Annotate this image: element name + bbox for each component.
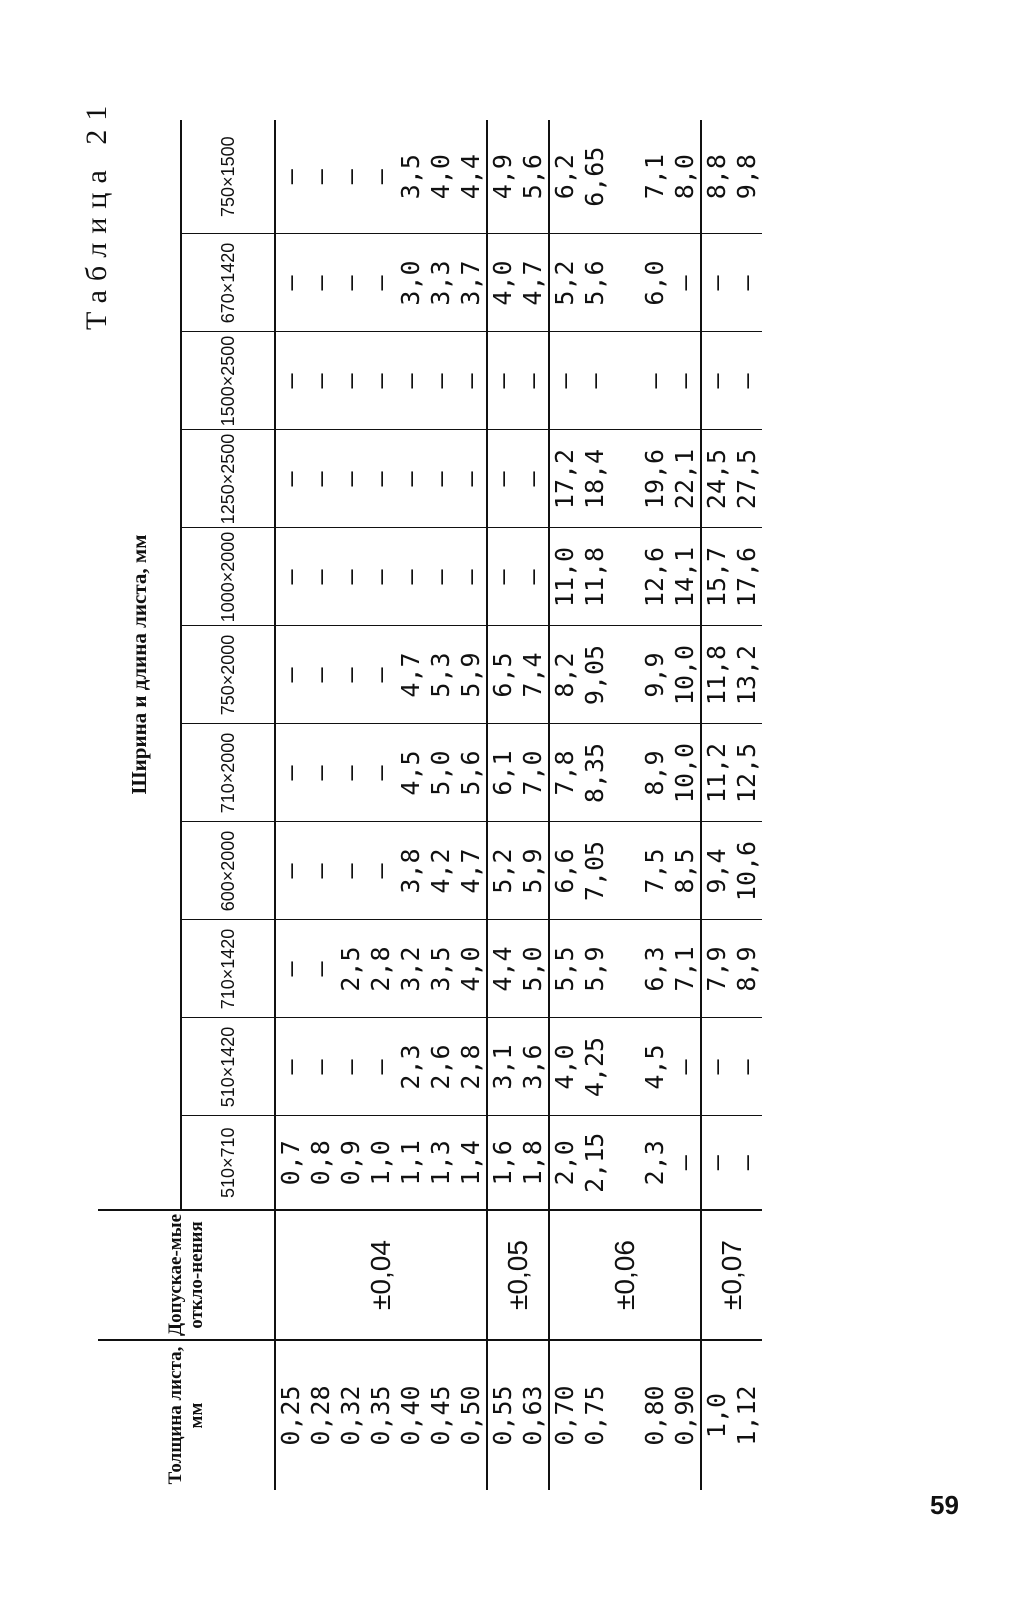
cell-value: 3,2 [396, 946, 425, 992]
cell-value: 4,0 [426, 154, 455, 200]
size-value-cell [549, 332, 701, 430]
cell-value: 6,5 [488, 652, 517, 698]
cell-value: 7,5 [640, 848, 669, 894]
cell-value: 4,25 [580, 1036, 609, 1098]
cell-value: — [426, 471, 455, 487]
size-value-cell [487, 626, 549, 724]
cell-value: 3,7 [456, 260, 485, 306]
size-header-label: 600×2000 [217, 830, 238, 912]
cell-value: 0,32 [336, 1385, 365, 1446]
cell-value: — [276, 569, 305, 585]
cell-value: 5,0 [426, 750, 455, 796]
cell-value: 2,5 [336, 946, 365, 992]
cell-value: 1,8 [518, 1140, 547, 1186]
size-header [181, 920, 275, 1018]
cell-value: 12,6 [640, 546, 669, 608]
cell-value: — [732, 1059, 761, 1075]
cell-value: — [640, 373, 669, 389]
cell-value: — [366, 765, 395, 781]
cell-value: 4,2 [426, 848, 455, 894]
cell-value: — [366, 373, 395, 389]
cell-value: — [366, 1059, 395, 1075]
cell-value: — [732, 275, 761, 291]
cell-value [610, 333, 640, 430]
cell-value: — [702, 275, 731, 291]
cell-value: 11,8 [702, 644, 731, 706]
cell-value: 1,4 [456, 1140, 485, 1186]
cell-value: — [276, 275, 305, 291]
cell-value: 8,8 [702, 154, 731, 200]
cell-value: 1,6 [488, 1140, 517, 1186]
cell-value: 1,0 [366, 1140, 395, 1186]
cell-value: 3,6 [518, 1044, 547, 1090]
cell-value: — [336, 667, 365, 683]
cell-value: 4,0 [456, 946, 485, 992]
cell-value: 2,6 [426, 1044, 455, 1090]
size-value-cell [275, 332, 487, 430]
cell-value: 10,6 [732, 840, 761, 902]
size-value-cell [275, 626, 487, 724]
size-header [181, 430, 275, 528]
size-value-cell [701, 234, 762, 332]
cell-value: 2,3 [396, 1044, 425, 1090]
size-header-label: 1250×2500 [217, 433, 238, 525]
size-value-cell [549, 822, 701, 920]
cell-value: 7,0 [518, 750, 547, 796]
cell-value: 3,3 [426, 260, 455, 306]
cell-value: 7,4 [518, 652, 547, 698]
size-header [181, 234, 275, 332]
thickness-cell [701, 1340, 762, 1490]
cell-value: — [550, 373, 579, 389]
size-header-label: 710×1420 [217, 928, 238, 1010]
size-value-cell [275, 920, 487, 1018]
size-value-cell [275, 1018, 487, 1116]
cell-value: — [702, 373, 731, 389]
cell-value: 8,35 [580, 742, 609, 804]
cell-value: — [670, 1155, 699, 1171]
size-header-label: 710×2000 [217, 732, 238, 814]
cell-value: 6,0 [640, 260, 669, 306]
size-value-cell [487, 120, 549, 234]
size-value-cell [487, 234, 549, 332]
size-value-cell [701, 822, 762, 920]
size-header [181, 1116, 275, 1210]
cell-value: 6,2 [550, 154, 579, 200]
cell-value: — [702, 1155, 731, 1171]
cell-value: 4,0 [550, 1044, 579, 1090]
cell-value: 5,6 [456, 750, 485, 796]
table-title: Таблица 21 [80, 96, 113, 330]
size-header-label: 1000×2000 [217, 531, 238, 623]
cell-value: — [306, 373, 335, 389]
size-value-cell [487, 1018, 549, 1116]
cell-value: — [306, 275, 335, 291]
cell-value: 5,5 [550, 946, 579, 992]
cell-value: 4,0 [488, 260, 517, 306]
size-header [181, 626, 275, 724]
size-value-cell [549, 1018, 701, 1116]
cell-value: 11,0 [550, 546, 579, 608]
data-table [98, 120, 762, 1490]
size-header [181, 332, 275, 430]
cell-value: 8,5 [670, 848, 699, 894]
cell-value: 5,3 [426, 652, 455, 698]
cell-value: 0,63 [518, 1385, 547, 1446]
cell-value: 0,55 [488, 1385, 517, 1446]
thickness-cell [275, 1340, 487, 1490]
cell-value [610, 1341, 640, 1490]
cell-value: 8,2 [550, 652, 579, 698]
cell-value: 0,7 [276, 1140, 305, 1186]
cell-value: 27,5 [732, 448, 761, 510]
cell-value: — [336, 863, 365, 879]
cell-value: 1,1 [396, 1140, 425, 1186]
cell-value [610, 120, 640, 234]
table-row-group [487, 120, 549, 1490]
cell-value: 1,12 [732, 1385, 761, 1446]
cell-value: 5,6 [518, 154, 547, 200]
cell-value: — [366, 169, 395, 185]
cell-value: 6,1 [488, 750, 517, 796]
size-value-cell [549, 120, 701, 234]
cell-value: — [306, 863, 335, 879]
cell-value: — [732, 373, 761, 389]
cell-value: 5,6 [580, 260, 609, 306]
cell-value: 4,4 [456, 154, 485, 200]
cell-value: 9,9 [640, 652, 669, 698]
cell-value: — [306, 1059, 335, 1075]
cell-value: — [702, 1059, 731, 1075]
cell-value: 0,45 [426, 1385, 455, 1446]
tolerance-cell: ±0,04 [275, 1210, 487, 1340]
cell-value: — [366, 275, 395, 291]
cell-value: — [396, 373, 425, 389]
cell-value: 5,9 [580, 946, 609, 992]
cell-value: 4,5 [640, 1044, 669, 1090]
cell-value: — [488, 569, 517, 585]
cell-value: 0,8 [306, 1140, 335, 1186]
cell-value: 1,3 [426, 1140, 455, 1186]
tolerance-cell: ±0,05 [487, 1210, 549, 1340]
cell-value: — [580, 373, 609, 389]
size-header [181, 724, 275, 822]
size-header-label: 510×710 [217, 1127, 238, 1199]
size-value-cell [549, 528, 701, 626]
cell-value: 14,1 [670, 546, 699, 608]
cell-value: — [396, 569, 425, 585]
cell-value: — [306, 765, 335, 781]
cell-value: — [366, 471, 395, 487]
size-header [181, 528, 275, 626]
cell-value: 2,15 [580, 1132, 609, 1193]
table-row-group [275, 120, 487, 1490]
size-header [181, 1018, 275, 1116]
cell-value [610, 725, 640, 822]
size-value-cell [701, 1116, 762, 1210]
size-value-cell [275, 724, 487, 822]
cell-value: — [366, 569, 395, 585]
cell-value: 10,0 [670, 644, 699, 706]
cell-value: — [488, 373, 517, 389]
size-header-label: 670×1420 [217, 242, 238, 324]
cell-value: 6,65 [580, 146, 609, 207]
size-value-cell [701, 430, 762, 528]
cell-value: 17,6 [732, 546, 761, 608]
size-value-cell [701, 724, 762, 822]
size-header-label: 1500×2500 [217, 335, 238, 427]
cell-value: 0,90 [670, 1385, 699, 1446]
cell-value: — [276, 667, 305, 683]
page-number: 59 [930, 1490, 959, 1520]
cell-value: 0,70 [550, 1385, 579, 1446]
size-value-cell [701, 332, 762, 430]
size-value-cell [275, 120, 487, 234]
cell-value: — [488, 471, 517, 487]
size-value-cell [549, 430, 701, 528]
cell-value: — [276, 765, 305, 781]
cell-value: 0,40 [396, 1385, 425, 1446]
table-row-group [701, 120, 762, 1490]
cell-value: — [306, 569, 335, 585]
cell-value: — [732, 1155, 761, 1171]
cell-value: — [456, 373, 485, 389]
cell-value: 1,0 [702, 1392, 731, 1439]
cell-value: 0,80 [640, 1385, 669, 1446]
size-value-cell [275, 234, 487, 332]
table-row-group [549, 120, 701, 1490]
size-header-label: 750×2000 [217, 634, 238, 716]
cell-value: — [306, 667, 335, 683]
size-value-cell [275, 822, 487, 920]
size-value-cell [701, 626, 762, 724]
size-value-cell [275, 430, 487, 528]
cell-value: — [518, 569, 547, 585]
cell-value: 5,9 [518, 848, 547, 894]
cell-value [610, 627, 640, 724]
cell-value: 3,1 [488, 1044, 517, 1090]
cell-value: 0,75 [580, 1385, 609, 1446]
size-header-label: 510×1420 [217, 1026, 238, 1108]
cell-value [610, 1117, 640, 1210]
size-value-cell [275, 1116, 487, 1210]
cell-value: 7,05 [580, 840, 609, 902]
cell-value: — [336, 765, 365, 781]
cell-value: 7,9 [702, 946, 731, 992]
cell-value: 4,4 [488, 946, 517, 992]
cell-value: — [306, 169, 335, 185]
cell-value [610, 529, 640, 626]
size-value-cell [549, 920, 701, 1018]
size-value-cell [487, 1116, 549, 1210]
cell-value: — [306, 471, 335, 487]
size-value-cell [487, 528, 549, 626]
header-tolerance [98, 1210, 275, 1340]
cell-value [610, 823, 640, 920]
cell-value: 8,9 [732, 946, 761, 992]
cell-value: 7,1 [640, 154, 669, 200]
cell-value: 9,05 [580, 644, 609, 706]
cell-value [610, 431, 640, 528]
cell-value: — [276, 373, 305, 389]
cell-value: — [336, 373, 365, 389]
cell-value: — [670, 373, 699, 389]
cell-value: 24,5 [702, 448, 731, 510]
size-value-cell [549, 724, 701, 822]
size-value-cell [487, 430, 549, 528]
cell-value: 3,0 [396, 260, 425, 306]
cell-value [610, 921, 640, 1018]
cell-value: 2,8 [366, 946, 395, 992]
table-body [275, 120, 762, 1490]
cell-value: 3,5 [396, 154, 425, 200]
cell-value: 2,8 [456, 1044, 485, 1090]
thickness-cell [487, 1340, 549, 1490]
size-value-cell [549, 1116, 701, 1210]
cell-value: 4,7 [518, 260, 547, 306]
cell-value: — [276, 863, 305, 879]
cell-value: — [670, 275, 699, 291]
size-value-cell [701, 120, 762, 234]
size-value-cell [487, 724, 549, 822]
cell-value: — [670, 1059, 699, 1075]
cell-value: 0,28 [306, 1385, 335, 1446]
cell-value: 5,2 [488, 848, 517, 894]
header-size-group-label: Ширина и длина листа, мм [126, 534, 151, 795]
cell-value: 11,2 [702, 742, 731, 804]
cell-value: 22,1 [670, 448, 699, 510]
cell-value: 4,9 [488, 154, 517, 200]
cell-value: — [336, 275, 365, 291]
cell-value [610, 235, 640, 332]
cell-value: 17,2 [550, 448, 579, 510]
cell-value: — [366, 667, 395, 683]
cell-value: — [426, 569, 455, 585]
cell-value: 0,35 [366, 1385, 395, 1446]
header-thickness-label: Толщина листа, мм [165, 1346, 207, 1485]
thickness-cell [549, 1340, 701, 1490]
cell-value: 9,8 [732, 154, 761, 200]
cell-value: — [276, 169, 305, 185]
cell-value: 4,5 [396, 750, 425, 796]
cell-value: 12,5 [732, 742, 761, 804]
cell-value: — [518, 471, 547, 487]
size-value-cell [549, 626, 701, 724]
cell-value: 2,0 [550, 1140, 579, 1186]
cell-value: 4,7 [396, 652, 425, 698]
cell-value: 3,5 [426, 946, 455, 992]
size-value-cell [701, 1018, 762, 1116]
cell-value: 6,3 [640, 946, 669, 992]
cell-value: 10,0 [670, 742, 699, 804]
cell-value: 15,7 [702, 546, 731, 608]
cell-value: 5,2 [550, 260, 579, 306]
tolerance-cell: ±0,06 [549, 1210, 701, 1340]
size-value-cell [701, 920, 762, 1018]
cell-value: 5,9 [456, 652, 485, 698]
cell-value: — [276, 961, 305, 977]
cell-value: — [336, 471, 365, 487]
cell-value: — [456, 471, 485, 487]
cell-value: 7,1 [670, 946, 699, 992]
cell-value: 7,8 [550, 750, 579, 796]
cell-value: — [306, 961, 335, 977]
header-tolerance-label: Допускае-мые откло-нения [165, 1214, 207, 1336]
cell-value: — [336, 569, 365, 585]
size-header [181, 120, 275, 234]
size-value-cell [487, 822, 549, 920]
size-value-cell [275, 528, 487, 626]
cell-value: 5,0 [518, 946, 547, 992]
cell-value: 0,9 [336, 1140, 365, 1186]
header-size-group [98, 120, 181, 1210]
cell-value: — [276, 471, 305, 487]
size-value-cell [487, 332, 549, 430]
cell-value: — [518, 373, 547, 389]
cell-value [610, 1019, 640, 1116]
size-value-cell [487, 920, 549, 1018]
cell-value: 6,6 [550, 848, 579, 894]
cell-value: 9,4 [702, 848, 731, 894]
cell-value: 8,9 [640, 750, 669, 796]
tolerance-cell: ±0,07 [701, 1210, 762, 1340]
cell-value: 2,3 [640, 1140, 669, 1186]
cell-value: — [456, 569, 485, 585]
header-thickness [98, 1340, 275, 1490]
cell-value: — [336, 1059, 365, 1075]
cell-value: — [336, 169, 365, 185]
cell-value: 3,8 [396, 848, 425, 894]
cell-value: — [366, 863, 395, 879]
cell-value: 0,25 [276, 1385, 305, 1446]
cell-value: 11,8 [580, 546, 609, 608]
cell-value: 0,50 [456, 1385, 485, 1446]
cell-value: 13,2 [732, 644, 761, 706]
cell-value: — [276, 1059, 305, 1075]
size-header [181, 822, 275, 920]
cell-value: — [426, 373, 455, 389]
size-value-cell [549, 234, 701, 332]
cell-value: 18,4 [580, 448, 609, 510]
cell-value: 4,7 [456, 848, 485, 894]
cell-value: — [396, 471, 425, 487]
size-header-label: 750×1500 [217, 136, 238, 217]
size-value-cell [701, 528, 762, 626]
cell-value: 19,6 [640, 448, 669, 510]
cell-value: 8,0 [670, 154, 699, 200]
